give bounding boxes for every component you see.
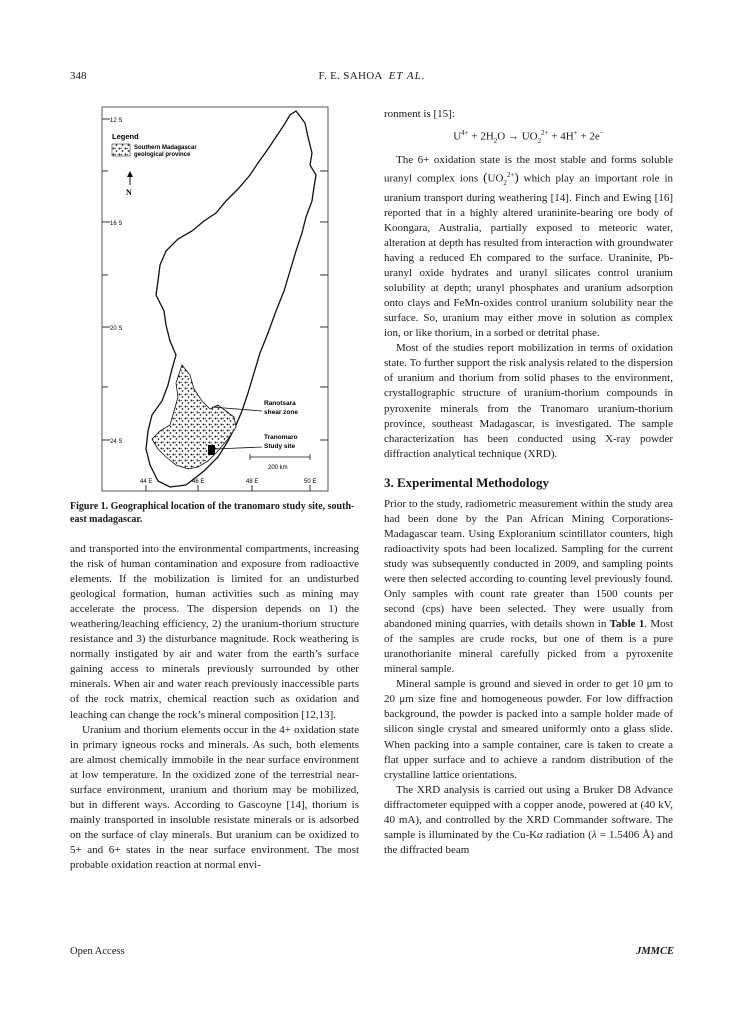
footer-journal: JMMCE — [636, 946, 674, 957]
right-paragraph-2: Most of the studies report mobilization in terms of oxidation state. To further support the risk analysis related to the dispersion of uranium and thorium from solid phases to the environment, crystallographic structure of uranium-thorium compounds in pyroxenite minerals from the Tranomaro uranium-thorium province, southeast Madagascar, is investigated. The sample characterization has been conducted using X-ray powder diffraction analytical technique (XRD). — [384, 342, 673, 460]
tranomaro-label-line2: Study site — [264, 443, 296, 450]
oxidation-equation: $U^{4+} + 2H_2O \to UO_2^{2+} + 4H^+ + 2e^-$ — [453, 129, 604, 145]
left-column — [70, 542, 359, 873]
footer-open-access: Open Access — [70, 946, 125, 957]
tranomaro-label-line1: Tranomaro — [264, 434, 298, 441]
right-paragraph-5: The XRD analysis is carried out using a Bruker D8 Advance diffractometer equipped with a copper anode, powered at (40 kV, 40 mA), and controlled by the XRD Commander software. The sample is illuminated by the Cu-Kα radiation (λ = 1.5406 Å) and the diffracted beam — [384, 783, 673, 856]
legend-entry-line2: geological province — [134, 152, 191, 158]
left-paragraph-1: and transported into the environmental compartments, increasing the risk of human contamination and exposure from radioactive elements. If the mobilization is limited for an undisturbed geological formation, human activities such as mining may accelerate the process. The dispersion depends on 1) the weathering/leaching efficiency, 2) the uranium-thorium structure resistance and 3) the disturbance magnitude. Rock weathering is normally instigated by air and water from the earth’s surface gaining access to minerals previously surrounded by other minerals. When air and water reach previously inaccessible parts of the rock matrix, chemical reaction such as oxidation and leaching can change the rock’s mineral composition [12,13]. — [70, 543, 359, 721]
section-heading: 3. Experimental Methodology — [384, 474, 550, 490]
lon-label-44e: 44 E — [140, 479, 153, 485]
right-column — [384, 107, 673, 858]
study-site-marker — [208, 445, 215, 455]
header-authors: F. E. SAHOA — [318, 70, 383, 82]
lat-label-20s: 20 S — [110, 326, 123, 332]
lon-label-48e: 48 E — [246, 479, 259, 485]
north-label: N — [126, 188, 132, 197]
page-number: 348 — [70, 70, 87, 82]
ranotsara-label-line2: shear zone — [264, 409, 298, 416]
left-paragraph-2: Uranium and thorium elements occur in the 4+ oxidation state in primary igneous rocks and minerals. As such, both elements are almost chemically immobile in the near surface environment at low temperature. In the oxidized zone of the terrestrial near-surface environment, uranium and thorium may be mobilized, but in different ways. According to Gascoyne [14], thorium is mainly transported in insoluble resistate minerals or is adsorbed on the surface of clay minerals. But uranium can be oxidized to 5+ and 6+ states in the near surface environment. The most probable oxidation reaction at normal envi- — [70, 723, 359, 871]
table-reference: Table 1 — [609, 618, 645, 631]
running-header — [0, 70, 744, 82]
ranotsara-label-line1: Ranotsara — [264, 400, 296, 407]
legend-swatch — [112, 144, 130, 156]
legend-entry-line1: Southern Madagascar — [134, 145, 197, 151]
lon-label-50e: 50 E — [304, 479, 317, 485]
lat-label-12s: 12 S — [110, 118, 123, 124]
header-et-al: ET AL. — [388, 70, 426, 82]
legend-title: Legend — [112, 132, 139, 141]
lat-label-16s: 16 S — [110, 221, 123, 227]
figure-caption: Figure 1. Geographical location of the tranomaro study site, south-east madagascar. — [70, 501, 355, 525]
madagascar-map-figure — [100, 105, 330, 495]
right-paragraph-3: Prior to the study, radiometric measurement within the study area had been done by the Pan African Mining Corporations-Madagascar team. Using Exploranium scintillator counters, high radioactivity spots had been localized. Sampling for the current study was subsequently conducted in 2009, and sampling points were then selected according to counting level previously found. Only samples with count rate greater than 1500 counts per second (cps) have been selected. They were usually from abandoned mining quarries, with details shown in Table 1. Most of the samples are crude rocks, but one of them is a pure uranothorianite mineral carefully picked from a pyroxenite mineral sample. — [384, 497, 674, 676]
right-paragraph-1: The 6+ oxidation state is the most stable and forms soluble uranyl complex ions $(UO_2^{2+})$ which play an important role in uranium transport during weathering [14]. Finch and Ewing [16] reported that in a highly altered uraninite-bearing ore body of Koongara, Australia, partially exposed to meteoric water, alteration at depth has resulted from interaction with groundwater having a reduced Eh compared to the surface. Uraninite, Pb-uranyl oxide hydrates and uranyl silicates control uranium solubility at depth; uranyl phosphates and uranium adsorption onto clays and FeMn-oxides control uranium solubility near the surface. So, uranium may either move in solution as complex ion, or like thorium, in a sorbed or detrital phase. — [384, 153, 674, 340]
scale-label: 200 km — [268, 465, 288, 471]
lon-label-46e: 46 E — [192, 479, 205, 485]
right-paragraph-0: ronment is [15]: — [384, 108, 455, 120]
lat-label-24s: 24 S — [110, 439, 123, 445]
right-paragraph-4: Mineral sample is ground and sieved in order to get 10 μm to 20 μm size fine and homogeneous powder. For low diffraction background, the powder is packed into a sample holder made of silicon single crystal and smeared uniformly onto a glass slide. When packing into a sample container, care is taken to create a flat upper surface and to achieve a random distribution of the crystalline lattice orientations. — [384, 678, 673, 781]
